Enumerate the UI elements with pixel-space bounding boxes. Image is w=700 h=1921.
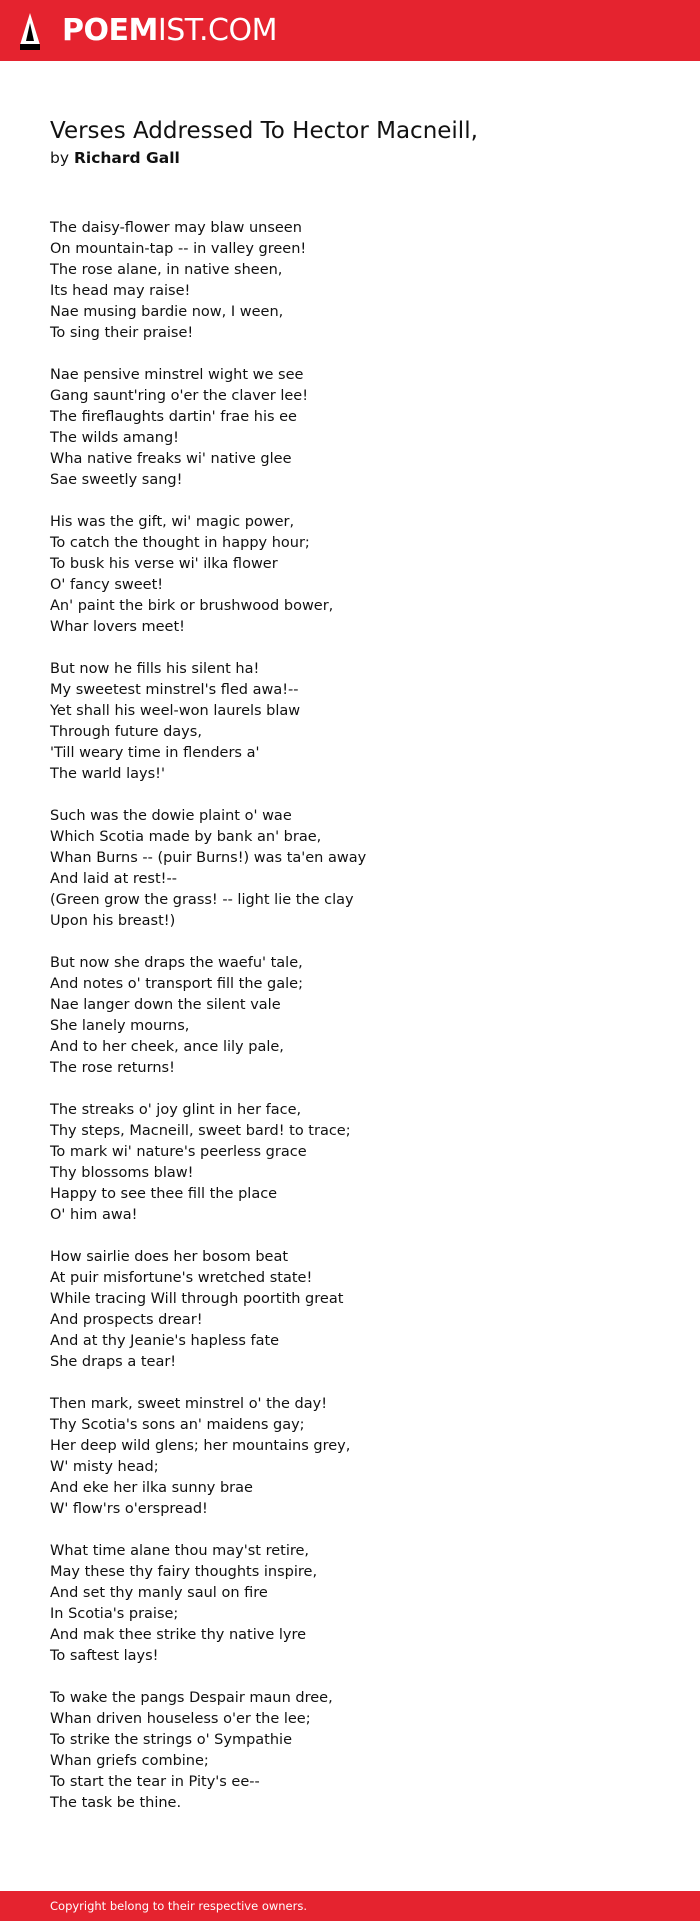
poem-title: Verses Addressed To Hector Macneill, bbox=[50, 118, 478, 144]
poem-line: Nae pensive minstrel wight we see bbox=[50, 367, 304, 383]
poem-line: In Scotia's praise; bbox=[50, 1606, 179, 1622]
poem-line: And notes o' transport fill the gale; bbox=[50, 976, 303, 992]
poem-line: (Green grow the grass! -- light lie the clay bbox=[50, 892, 354, 908]
poem-line: My sweetest minstrel's fled awa!-- bbox=[50, 682, 299, 698]
poem-line: And to her cheek, ance lily pale, bbox=[50, 1039, 284, 1055]
poem-line: Nae langer down the silent vale bbox=[50, 997, 281, 1013]
poem-line: The fireflaughts dartin' frae his ee bbox=[50, 409, 297, 425]
site-header bbox=[0, 0, 700, 61]
poem-line: Through future days, bbox=[50, 724, 202, 740]
poem-line: The wilds amang! bbox=[50, 430, 179, 446]
poem-line: Thy steps, Macneill, sweet bard! to trace; bbox=[50, 1123, 351, 1139]
stanza bbox=[50, 218, 366, 344]
poem-line: His was the gift, wi' magic power, bbox=[50, 514, 295, 530]
poem-line: She draps a tear! bbox=[50, 1354, 177, 1370]
poem-line: To strike the strings o' Sympathie bbox=[50, 1732, 292, 1748]
poem-line: To busk his verse wi' ilka flower bbox=[50, 556, 278, 572]
poem-line: The rose returns! bbox=[50, 1060, 175, 1076]
poem-line: Whan griefs combine; bbox=[50, 1753, 209, 1769]
poem-line: To catch the thought in happy hour; bbox=[50, 535, 310, 551]
poem-line: Its head may raise! bbox=[50, 283, 191, 299]
poem-line: While tracing Will through poortith great bbox=[50, 1291, 344, 1307]
byline bbox=[50, 147, 478, 169]
poem-line: To saftest lays! bbox=[50, 1648, 159, 1664]
poem-line: To mark wi' nature's peerless grace bbox=[50, 1144, 307, 1160]
poem-line: Which Scotia made by bank an' brae, bbox=[50, 829, 322, 845]
poem-line: Then mark, sweet minstrel o' the day! bbox=[50, 1396, 328, 1412]
poem-line: Thy blossoms blaw! bbox=[50, 1165, 194, 1181]
poem-line: Her deep wild glens; her mountains grey, bbox=[50, 1438, 351, 1454]
poem-line: Sae sweetly sang! bbox=[50, 472, 183, 488]
poem-line: Whan driven houseless o'er the lee; bbox=[50, 1711, 311, 1727]
stanza bbox=[50, 512, 366, 638]
stanza bbox=[50, 1688, 366, 1814]
logo-text: POEMIST.COM bbox=[62, 13, 277, 48]
poem-header bbox=[50, 116, 478, 169]
poem-line: Yet shall his weel-won laurels blaw bbox=[50, 703, 301, 719]
poem-line: O' fancy sweet! bbox=[50, 577, 164, 593]
poem-line: Thy Scotia's sons an' maidens gay; bbox=[50, 1417, 305, 1433]
poem-line: She lanely mourns, bbox=[50, 1018, 190, 1034]
poem-line: Happy to see thee fill the place bbox=[50, 1186, 278, 1202]
stanza bbox=[50, 1100, 366, 1226]
poem-line: The task be thine. bbox=[50, 1795, 182, 1811]
stanza bbox=[50, 365, 366, 491]
poem-line: May these thy fairy thoughts inspire, bbox=[50, 1564, 318, 1580]
poem-line: And at thy Jeanie's hapless fate bbox=[50, 1333, 280, 1349]
poem-line: Upon his breast!) bbox=[50, 913, 176, 929]
poem-line: Wha native freaks wi' native glee bbox=[50, 451, 292, 467]
poem-line: The streaks o' joy glint in her face, bbox=[50, 1102, 302, 1118]
poem-line: To wake the pangs Despair maun dree, bbox=[50, 1690, 333, 1706]
poem-line: On mountain-tap -- in valley green! bbox=[50, 241, 307, 257]
poem-line: And eke her ilka sunny brae bbox=[50, 1480, 253, 1496]
poem-line: To start the tear in Pity's ee-- bbox=[50, 1774, 260, 1790]
poem-line: The rose alane, in native sheen, bbox=[50, 262, 283, 278]
poem-line: The warld lays!' bbox=[50, 766, 165, 782]
poem-line: But now he fills his silent ha! bbox=[50, 661, 260, 677]
poem-line: An' paint the birk or brushwood bower, bbox=[50, 598, 334, 614]
poem-body bbox=[50, 218, 366, 1814]
poem-line: How sairlie does her bosom beat bbox=[50, 1249, 289, 1265]
by-label: by bbox=[50, 149, 70, 167]
poem-line: Such was the dowie plaint o' wae bbox=[50, 808, 292, 824]
poem-line: O' him awa! bbox=[50, 1207, 138, 1223]
stanza bbox=[50, 806, 366, 932]
poem-line: Gang saunt'ring o'er the claver lee! bbox=[50, 388, 309, 404]
stanza bbox=[50, 1394, 366, 1520]
site-footer bbox=[0, 1891, 700, 1921]
pen-nib-icon bbox=[18, 11, 42, 51]
poem-line: 'Till weary time in flenders a' bbox=[50, 745, 260, 761]
poem-line: And mak thee strike thy native lyre bbox=[50, 1627, 307, 1643]
poem-line: And prospects drear! bbox=[50, 1312, 203, 1328]
poem-line: The daisy-flower may blaw unseen bbox=[50, 220, 302, 236]
poem-line: W' flow'rs o'erspread! bbox=[50, 1501, 208, 1517]
stanza bbox=[50, 659, 366, 785]
author-link[interactable]: Richard Gall bbox=[73, 149, 180, 167]
poem-line: What time alane thou may'st retire, bbox=[50, 1543, 310, 1559]
stanza bbox=[50, 1541, 366, 1667]
poem-line: Whan Burns -- (puir Burns!) was ta'en away bbox=[50, 850, 367, 866]
poem-line: To sing their praise! bbox=[50, 325, 194, 341]
poem-line: At puir misfortune's wretched state! bbox=[50, 1270, 313, 1286]
poem-line: And laid at rest!-- bbox=[50, 871, 177, 887]
poem-line: Whar lovers meet! bbox=[50, 619, 185, 635]
stanza bbox=[50, 1247, 366, 1373]
poem-line: But now she draps the waefu' tale, bbox=[50, 955, 303, 971]
copyright-text: Copyright belong to their respective owners. bbox=[50, 1899, 308, 1913]
poem-line: W' misty head; bbox=[50, 1459, 159, 1475]
site-logo[interactable] bbox=[18, 11, 277, 51]
poem-line: And set thy manly saul on fire bbox=[50, 1585, 268, 1601]
poem-line: Nae musing bardie now, I ween, bbox=[50, 304, 284, 320]
stanza bbox=[50, 953, 366, 1079]
